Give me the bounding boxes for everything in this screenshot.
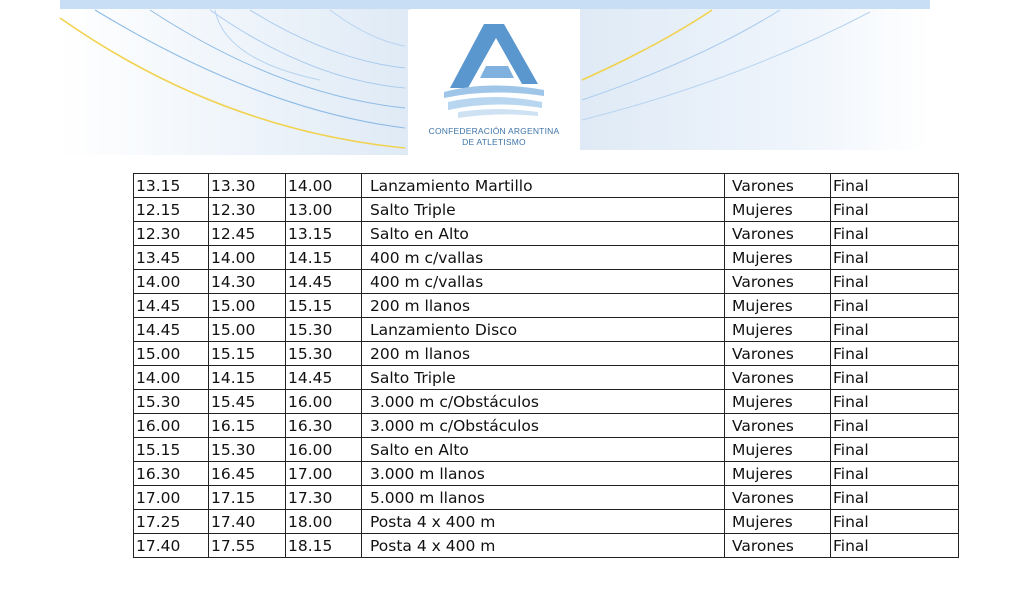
round-cell: Final [831,246,959,270]
call-time-cell: 13.15 [134,174,209,198]
call-time-cell: 14.00 [134,366,209,390]
table-row [134,462,959,486]
end-time-cell: 14.45 [286,270,362,294]
category-cell: Varones [725,222,831,246]
start-time-cell: 15.00 [209,294,286,318]
end-time-cell: 18.00 [286,510,362,534]
table-row [134,318,959,342]
end-time-cell: 18.15 [286,534,362,558]
round-cell: Final [831,294,959,318]
end-time-cell: 16.00 [286,390,362,414]
event-cell: Salto en Alto [362,222,725,246]
table-row [134,534,959,558]
round-cell: Final [831,318,959,342]
call-time-cell: 17.00 [134,486,209,510]
start-time-cell: 13.30 [209,174,286,198]
start-time-cell: 17.40 [209,510,286,534]
call-time-cell: 16.00 [134,414,209,438]
call-time-cell: 12.15 [134,198,209,222]
round-cell: Final [831,486,959,510]
event-cell: 3.000 m c/Obstáculos [362,390,725,414]
event-cell: Salto Triple [362,198,725,222]
table-row [134,222,959,246]
call-time-cell: 17.40 [134,534,209,558]
end-time-cell: 17.00 [286,462,362,486]
category-cell: Varones [725,534,831,558]
end-time-cell: 15.30 [286,342,362,366]
round-cell: Final [831,222,959,246]
table-row [134,270,959,294]
start-time-cell: 15.45 [209,390,286,414]
call-time-cell: 13.45 [134,246,209,270]
category-cell: Mujeres [725,294,831,318]
event-cell: 3.000 m c/Obstáculos [362,414,725,438]
category-cell: Varones [725,270,831,294]
end-time-cell: 14.45 [286,366,362,390]
category-cell: Varones [725,414,831,438]
round-cell: Final [831,510,959,534]
category-cell: Varones [725,486,831,510]
event-cell: 200 m llanos [362,294,725,318]
org-name-line1: CONFEDERACIÓN ARGENTINA [428,126,560,136]
end-time-cell: 15.30 [286,318,362,342]
end-time-cell: 16.30 [286,414,362,438]
schedule-body [134,174,959,558]
round-cell: Final [831,462,959,486]
end-time-cell: 13.00 [286,198,362,222]
category-cell: Varones [725,366,831,390]
schedule-table [133,173,959,558]
start-time-cell: 16.45 [209,462,286,486]
category-cell: Mujeres [725,510,831,534]
category-cell: Mujeres [725,318,831,342]
end-time-cell: 15.15 [286,294,362,318]
round-cell: Final [831,366,959,390]
start-time-cell: 15.00 [209,318,286,342]
end-time-cell: 14.15 [286,246,362,270]
event-cell: 3.000 m llanos [362,462,725,486]
start-time-cell: 14.30 [209,270,286,294]
call-time-cell: 15.00 [134,342,209,366]
call-time-cell: 14.45 [134,318,209,342]
table-row [134,294,959,318]
table-row [134,486,959,510]
table-row [134,438,959,462]
org-logo [408,10,580,160]
call-time-cell: 15.15 [134,438,209,462]
end-time-cell: 13.15 [286,222,362,246]
event-cell: Lanzamiento Martillo [362,174,725,198]
call-time-cell: 16.30 [134,462,209,486]
event-cell: Salto Triple [362,366,725,390]
table-row [134,198,959,222]
category-cell: Varones [725,174,831,198]
call-time-cell: 14.45 [134,294,209,318]
round-cell: Final [831,198,959,222]
round-cell: Final [831,174,959,198]
event-cell: Posta 4 x 400 m [362,534,725,558]
end-time-cell: 17.30 [286,486,362,510]
category-cell: Mujeres [725,198,831,222]
round-cell: Final [831,534,959,558]
table-row [134,246,959,270]
table-row [134,342,959,366]
category-cell: Mujeres [725,390,831,414]
event-cell: Posta 4 x 400 m [362,510,725,534]
call-time-cell: 14.00 [134,270,209,294]
call-time-cell: 15.30 [134,390,209,414]
category-cell: Mujeres [725,462,831,486]
category-cell: Varones [725,342,831,366]
start-time-cell: 14.00 [209,246,286,270]
logo-a-icon [438,22,550,118]
start-time-cell: 12.45 [209,222,286,246]
table-row [134,510,959,534]
start-time-cell: 15.15 [209,342,286,366]
table-row [134,390,959,414]
category-cell: Mujeres [725,438,831,462]
start-time-cell: 17.55 [209,534,286,558]
start-time-cell: 14.15 [209,366,286,390]
round-cell: Final [831,390,959,414]
start-time-cell: 12.30 [209,198,286,222]
event-cell: 400 m c/vallas [362,246,725,270]
event-cell: 5.000 m llanos [362,486,725,510]
start-time-cell: 17.15 [209,486,286,510]
category-cell: Mujeres [725,246,831,270]
event-cell: Salto en Alto [362,438,725,462]
round-cell: Final [831,270,959,294]
call-time-cell: 12.30 [134,222,209,246]
event-cell: Lanzamiento Disco [362,318,725,342]
table-row [134,366,959,390]
header-top-bar [60,0,930,9]
start-time-cell: 16.15 [209,414,286,438]
table-row [134,174,959,198]
call-time-cell: 17.25 [134,510,209,534]
table-row [134,414,959,438]
event-cell: 200 m llanos [362,342,725,366]
round-cell: Final [831,414,959,438]
start-time-cell: 15.30 [209,438,286,462]
round-cell: Final [831,342,959,366]
round-cell: Final [831,438,959,462]
end-time-cell: 16.00 [286,438,362,462]
event-cell: 400 m c/vallas [362,270,725,294]
end-time-cell: 14.00 [286,174,362,198]
org-name-line2: DE ATLETISMO [462,137,526,147]
